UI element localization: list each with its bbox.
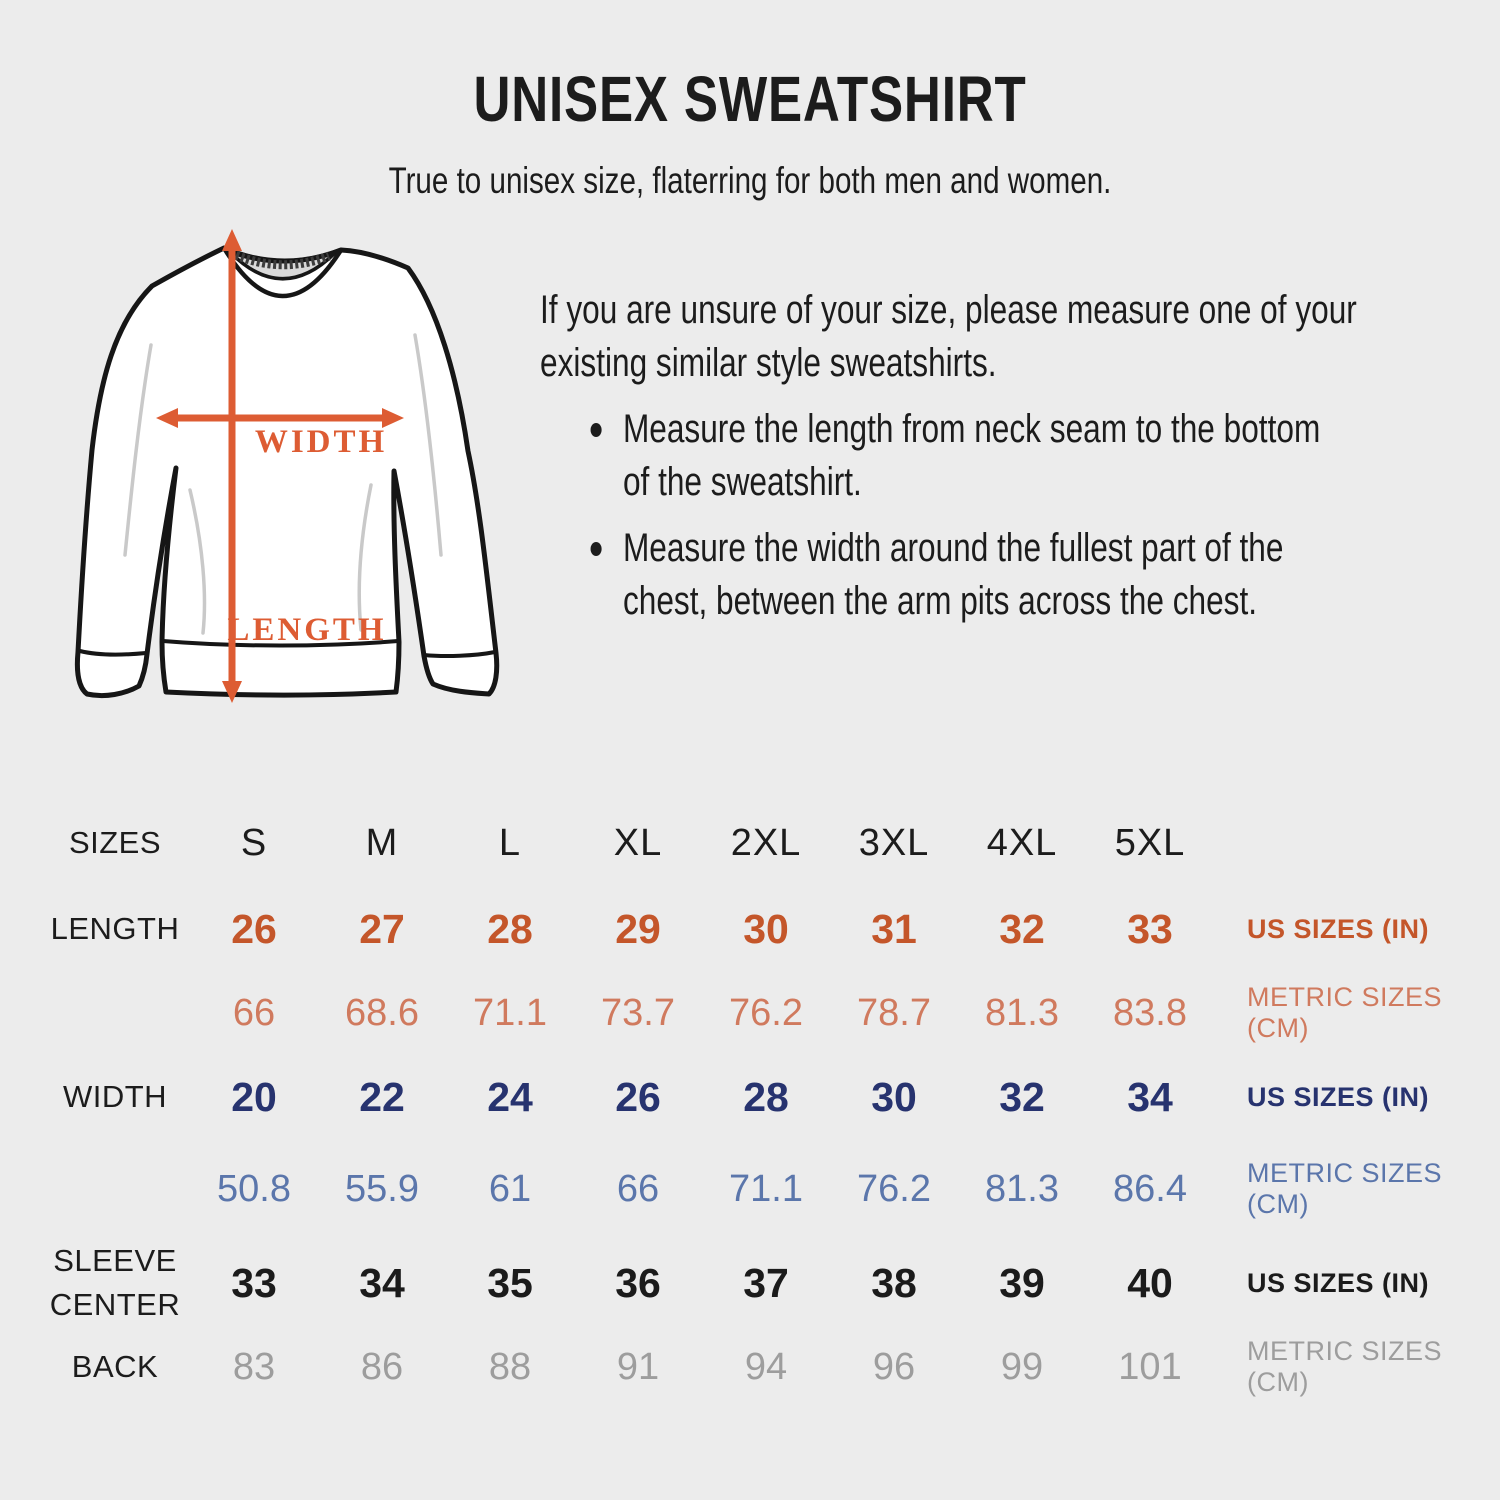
width-metric-value: 61 bbox=[488, 1167, 532, 1210]
unit-label-metric: METRIC SIZES (CM) bbox=[1247, 982, 1443, 1043]
length-metric-value: 73.7 bbox=[601, 991, 675, 1034]
length-metric-value: 71.1 bbox=[473, 991, 547, 1034]
width-us-value: 26 bbox=[615, 1073, 661, 1120]
width-metric-value: 86.4 bbox=[1113, 1167, 1187, 1210]
sleeve-us-value: 36 bbox=[615, 1259, 661, 1306]
length-us-value: 26 bbox=[231, 905, 277, 952]
intro-line: If you are unsure of your size, please measure one of your bbox=[540, 288, 1357, 332]
size-table bbox=[40, 799, 1470, 1409]
width-arrow-label: WIDTH bbox=[254, 424, 388, 460]
sleeve-us-value: 35 bbox=[487, 1259, 533, 1306]
row-label-back: BACK bbox=[71, 1349, 159, 1384]
length-us-value: 31 bbox=[871, 905, 917, 952]
size-column-header: L bbox=[498, 821, 522, 864]
size-column-header: 2XL bbox=[730, 821, 802, 864]
length-us-value: 29 bbox=[615, 905, 661, 952]
sweatshirt-diagram bbox=[55, 215, 525, 735]
width-us-value: 32 bbox=[999, 1073, 1045, 1120]
size-column-header: M bbox=[365, 821, 399, 864]
width-us-value: 34 bbox=[1127, 1073, 1173, 1120]
width-metric-value: 50.8 bbox=[217, 1167, 291, 1210]
size-column-header: 5XL bbox=[1114, 821, 1186, 864]
sleeve-metric-value: 86 bbox=[360, 1345, 404, 1388]
sleeve-metric-value: 88 bbox=[488, 1345, 532, 1388]
unit-label-metric: METRIC SIZES (CM) bbox=[1247, 1336, 1443, 1397]
measure-instructions bbox=[540, 284, 1464, 628]
bullet-item-width bbox=[540, 522, 1464, 628]
unit-label-us: US SIZES (IN) bbox=[1247, 1267, 1430, 1298]
length-metric-value: 78.7 bbox=[857, 991, 931, 1034]
bullet-item-length bbox=[540, 403, 1464, 509]
length-arrow-label: LENGTH bbox=[227, 612, 387, 648]
size-column-header: XL bbox=[613, 821, 663, 864]
sleeve-us-value: 39 bbox=[999, 1259, 1045, 1306]
bullet-text: Measure the width around the fullest part of the chest, between the arm pits across the chest. bbox=[622, 526, 1284, 623]
sleeve-metric-value: 83 bbox=[232, 1345, 276, 1388]
page-title: UNISEX SWEATSHIRT bbox=[473, 63, 1027, 135]
sleeve-metric-value: 91 bbox=[616, 1345, 660, 1388]
size-column-header: 4XL bbox=[986, 821, 1058, 864]
sleeve-us-value: 34 bbox=[359, 1259, 405, 1306]
sleeve-us-value: 37 bbox=[743, 1259, 789, 1306]
intro-line: existing similar style sweatshirts. bbox=[540, 341, 997, 385]
width-metric-value: 66 bbox=[616, 1167, 660, 1210]
row-label-length: LENGTH bbox=[50, 911, 180, 946]
unit-label-us: US SIZES (IN) bbox=[1247, 1081, 1430, 1112]
width-metric-value: 55.9 bbox=[345, 1167, 419, 1210]
length-metric-value: 83.8 bbox=[1113, 991, 1187, 1034]
bullet-text: Measure the length from neck seam to the bottom of the sweatshirt. bbox=[622, 407, 1321, 504]
unit-label-us: US SIZES (IN) bbox=[1247, 913, 1430, 944]
sleeve-metric-value: 99 bbox=[1000, 1345, 1044, 1388]
bullet-icon bbox=[591, 542, 602, 556]
width-us-value: 24 bbox=[487, 1073, 533, 1120]
length-metric-value: 66 bbox=[232, 991, 276, 1034]
length-metric-value: 76.2 bbox=[729, 991, 803, 1034]
col-header-sizes: SIZES bbox=[68, 825, 162, 860]
size-column-header: 3XL bbox=[858, 821, 930, 864]
sleeve-metric-value: 96 bbox=[872, 1345, 916, 1388]
length-us-value: 30 bbox=[743, 905, 789, 952]
width-metric-value: 71.1 bbox=[729, 1167, 803, 1210]
row-width-metric bbox=[40, 1147, 1470, 1231]
row-label-sleeve-center: SLEEVE CENTER bbox=[49, 1243, 181, 1322]
page-subtitle: True to unisex size, flaterring for both men and women. bbox=[388, 160, 1112, 201]
length-us-value: 32 bbox=[999, 905, 1045, 952]
width-us-value: 30 bbox=[871, 1073, 917, 1120]
length-us-value: 28 bbox=[487, 905, 533, 952]
table-header-row bbox=[40, 799, 1470, 887]
row-sleeve-us bbox=[40, 1241, 1470, 1325]
row-length-metric bbox=[40, 971, 1470, 1055]
width-us-value: 22 bbox=[359, 1073, 405, 1120]
sleeve-us-value: 33 bbox=[231, 1259, 277, 1306]
row-length-us bbox=[40, 887, 1470, 971]
row-width-us bbox=[40, 1055, 1470, 1139]
sleeve-us-value: 40 bbox=[1127, 1259, 1173, 1306]
length-us-value: 33 bbox=[1127, 905, 1173, 952]
size-column-header: S bbox=[240, 821, 268, 864]
instructions-intro bbox=[540, 284, 1464, 390]
length-metric-value: 68.6 bbox=[345, 991, 419, 1034]
length-us-value: 27 bbox=[359, 905, 405, 952]
width-metric-value: 81.3 bbox=[985, 1167, 1059, 1210]
width-us-value: 20 bbox=[231, 1073, 277, 1120]
sleeve-us-value: 38 bbox=[871, 1259, 917, 1306]
length-metric-value: 81.3 bbox=[985, 991, 1059, 1034]
sleeve-metric-value: 94 bbox=[744, 1345, 788, 1388]
width-metric-value: 76.2 bbox=[857, 1167, 931, 1210]
row-label-width: WIDTH bbox=[62, 1079, 168, 1114]
length-arrow-head-top bbox=[222, 229, 242, 251]
sleeve-metric-value: 101 bbox=[1118, 1345, 1182, 1388]
row-sleeve-metric bbox=[40, 1325, 1470, 1409]
bullet-icon bbox=[591, 423, 602, 437]
width-us-value: 28 bbox=[743, 1073, 789, 1120]
unit-label-metric: METRIC SIZES (CM) bbox=[1247, 1158, 1443, 1219]
